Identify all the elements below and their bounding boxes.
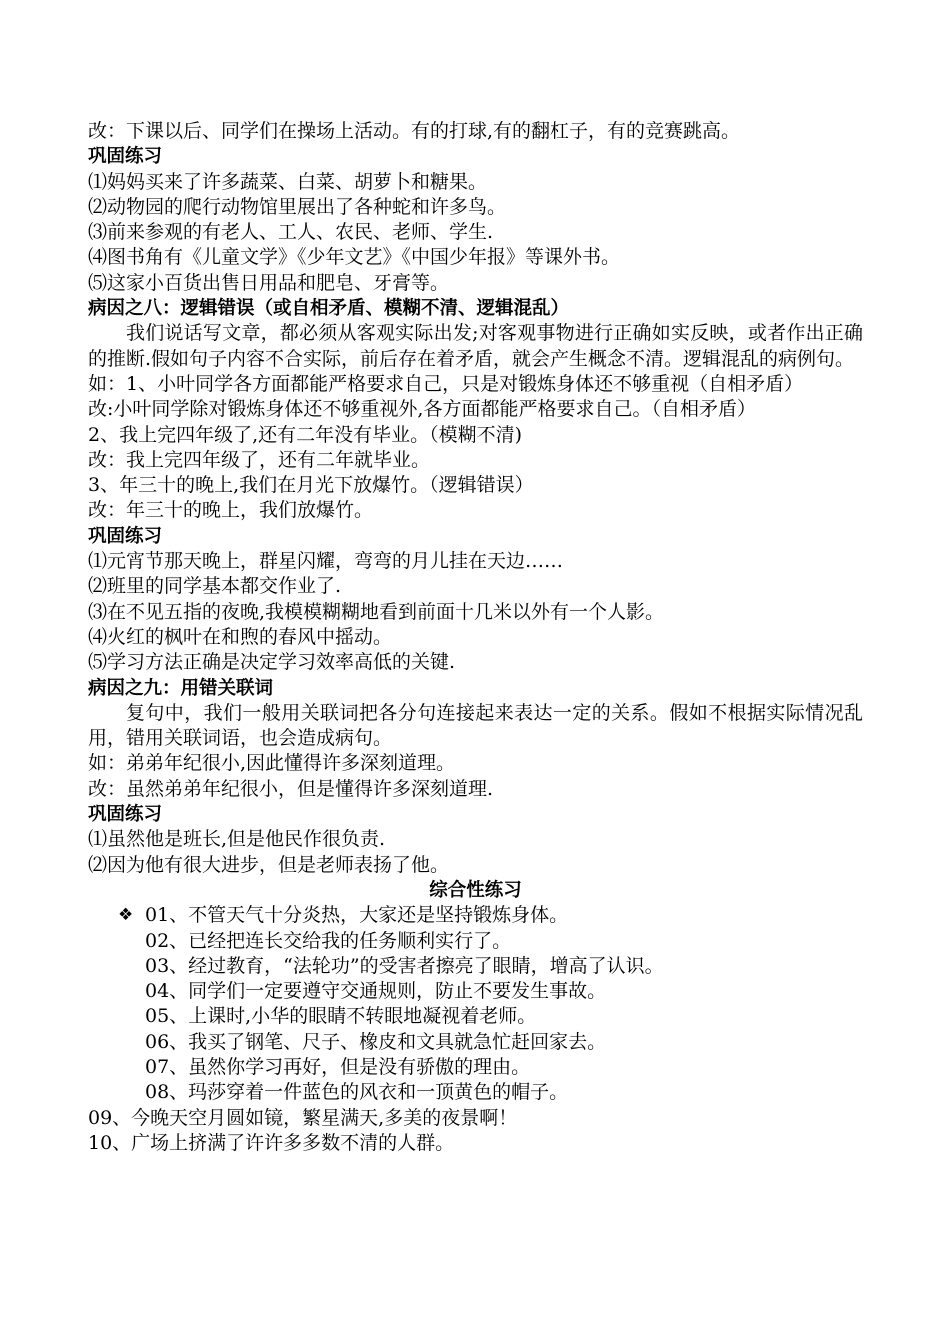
document-page [88, 119, 863, 1156]
diamond-bullet-icon: ❖ [118, 905, 134, 926]
exercise-item [88, 1004, 863, 1029]
text-line: ⑵动物园的爬行动物馆里展出了各种蛇和许多鸟。 [88, 195, 507, 218]
example-line: 如：1、小叶同学各方面都能严格要求自己，只是对锻炼身体还不够重视（自相矛盾） [88, 372, 804, 395]
exercise-text: 05、上课时,小华的眼睛不转眼地凝视着老师。 [145, 1005, 537, 1028]
exercise-item [88, 979, 863, 1004]
text-line: ⑷图书角有《儿童文学》《少年文艺》《中国少年报》等课外书。 [88, 246, 621, 269]
text-line: ⑶在不见五指的夜晚,我模模糊糊地看到前面十几米以外有一个人影。 [88, 600, 665, 623]
text-line: 改：下课以后、同学们在操场上活动。有的打球,有的翻杠子，有的竞赛跳高。 [88, 120, 741, 142]
text-line: 改：我上完四年级了，还有二年就毕业。 [88, 448, 431, 471]
text-line: ⑵因为他有很大进步，但是老师表扬了他。 [88, 853, 450, 876]
trailing-exercises [88, 1106, 863, 1157]
text-line: 如：弟弟年纪很小,因此懂得许多深刻道理。 [88, 752, 456, 775]
section-title: 综合性练习 [429, 879, 522, 901]
text-line: ⑸学习方法正确是决定学习效率高低的关键. [88, 651, 456, 674]
text-line: ⑵班里的同学基本都交作业了. [88, 575, 342, 598]
exercise-text: 04、同学们一定要遵守交通规则，防止不要发生事故。 [145, 980, 607, 1003]
exercise-text: 07、虽然你学习再好，但是没有骄傲的理由。 [145, 1055, 531, 1078]
exercise-item [88, 1055, 863, 1080]
exercise-item [88, 1080, 863, 1105]
body-paragraph: 复句中，我们一般用关联词把各分句连接起来表达一定的关系。假如不根据实际情况乱用，错用关联词语，也会造成病句。 [88, 701, 863, 750]
exercise-text: 01、不管天气十分炎热，大家还是坚持锻炼身体。 [145, 904, 569, 927]
section-heading: 巩固练习 [88, 804, 163, 826]
text-line: ⑷火红的枫叶在和煦的春风中摇动。 [88, 625, 393, 648]
section-heading: 巩固练习 [88, 146, 163, 168]
text-line: 改：虽然弟弟年纪很小，但是懂得许多深刻道理. [88, 777, 494, 800]
body-paragraph: 我们说话写文章，都必须从客观实际出发;对客观事物进行正确如实反映，或者作出正确的推断.假如句子内容不合实际，前后存在着矛盾，就会产生概念不清。逻辑混乱的病例句。 [88, 322, 863, 370]
exercise-item [88, 929, 863, 954]
text-line: 3、年三十的晚上,我们在月光下放爆竹。（逻辑错误） [88, 474, 534, 497]
exercise-item [88, 903, 863, 928]
text-line: 2、我上完四年级了,还有二年没有毕业。（模糊不清) [88, 423, 523, 446]
text-line: ⑴妈妈买来了许多蔬菜、白菜、胡萝卜和糖果。 [88, 170, 488, 193]
exercise-item: 10、广场上挤满了许许多多数不清的人群。 [88, 1131, 455, 1154]
section-heading: 巩固练习 [88, 525, 163, 547]
section-heading: 病因之九：用错关联词 [88, 677, 274, 699]
text-line: ⑶前来参观的有老人、工人、农民、老师、学生. [88, 221, 494, 244]
exercise-text: 06、我买了钢笔、尺子、橡皮和文具就急忙赶回家去。 [145, 1030, 607, 1053]
text-line: 改：年三十的晚上，我们放爆竹。 [88, 499, 374, 522]
text-line: ⑸这家小百货出售日用品和肥皂、牙膏等。 [88, 271, 450, 294]
text-line: ⑴虽然他是班长,但是他民作很负责. [88, 828, 386, 851]
section-heading: 病因之八：逻辑错误（或自相矛盾、模糊不清、逻辑混乱） [88, 298, 570, 320]
exercise-text: 02、已经把连长交给我的任务顺利实行了。 [145, 929, 512, 952]
exercise-item: 09、今晚天空月圆如镜，繁星满天,多美的夜景啊！ [88, 1106, 518, 1129]
text-line: ⑴元宵节那天晚上，群星闪耀，弯弯的月儿挂在天边…… [88, 550, 564, 573]
exercise-item [88, 1030, 863, 1055]
exercise-text: 03、经过教育，“法轮功”的受害者擦亮了眼睛，增高了认识。 [145, 954, 664, 977]
exercise-list [88, 903, 863, 1105]
exercise-text: 08、玛莎穿着一件蓝色的风衣和一顶黄色的帽子。 [145, 1081, 569, 1104]
example-line: 改:小叶同学除对锻炼身体还不够重视外,各方面都能严格要求自己。（自相矛盾） [88, 398, 756, 421]
exercise-item [88, 954, 863, 979]
document-body [88, 119, 863, 903]
